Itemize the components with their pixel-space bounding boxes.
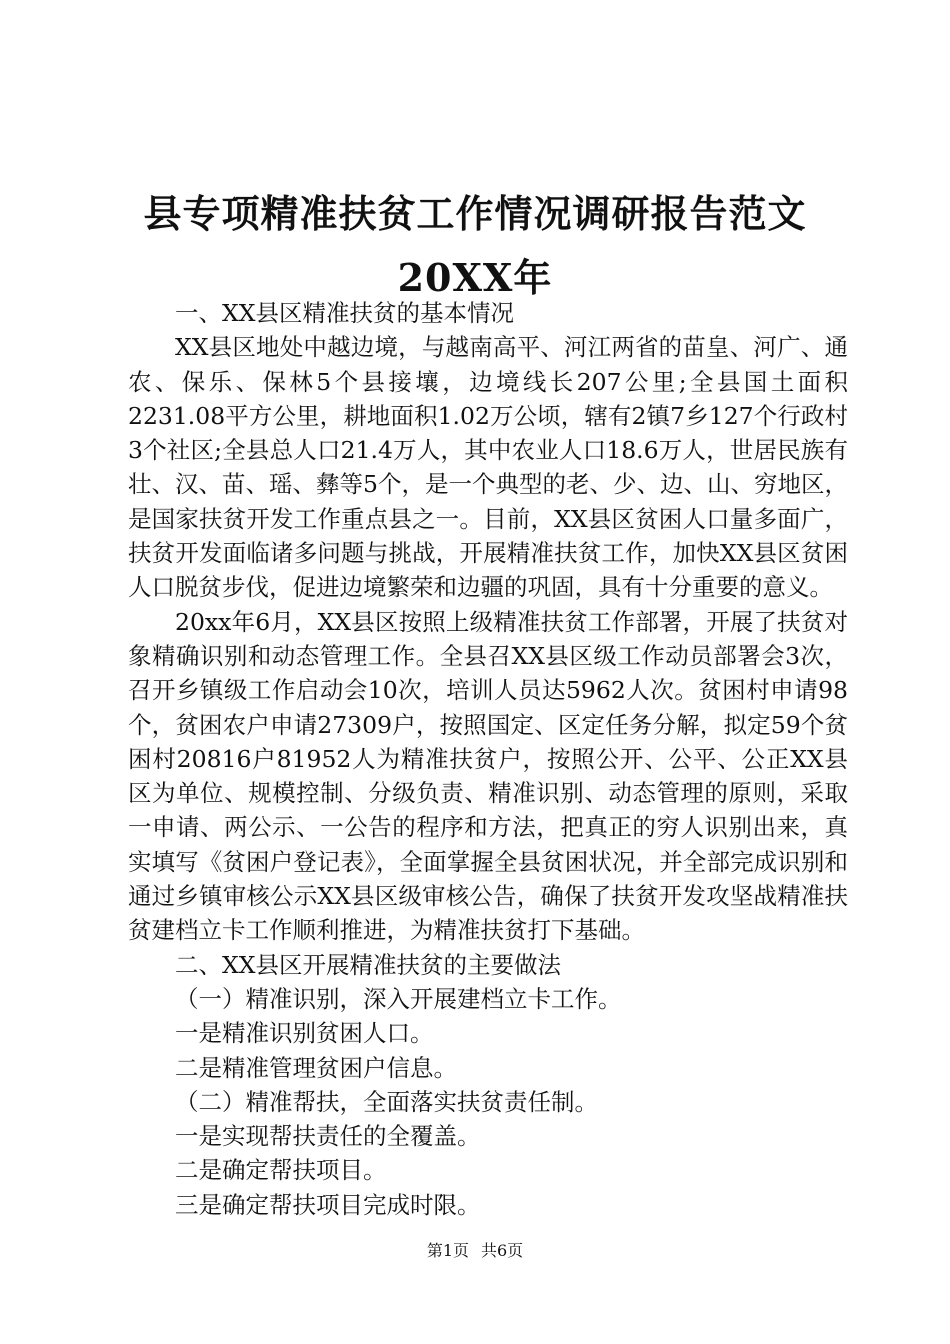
paragraph-overview: XX县区地处中越边境，与越南高平、河江两省的苗皇、河广、通农、保乐、保林5个县接壤，边境线长207公里;全县国土面积2231.08平方公里，耕地面积1.02万公顷，辖有2镇7乡127个行政村3个社区;全县总人口21.4万人，其中农业人口18.6万人，世居民族有壮、汉、苗、瑶、彝等5个，是一个典型的老、少、边、山、穷地区，是国家扶贫开发工作重点县之一。目前，XX县区贫困人口量多面广，扶贫开发面临诸多问题与挑战，开展精准扶贫工作，加快XX县区贫困人口脱贫步伐，促进边境繁荣和边疆的巩固，具有十分重要的意义。	[128, 333, 848, 602]
list-item: 二是精准管理贫困户信息。	[175, 1053, 457, 1082]
page-footer	[0, 1240, 950, 1262]
document-body	[128, 296, 848, 1222]
list-item: 一是实现帮扶责任的全覆盖。	[175, 1122, 481, 1151]
list-item: 三是确定帮扶项目完成时限。	[175, 1190, 481, 1219]
document-title: 县专项精准扶贫工作情况调研报告范文20XX年	[143, 191, 807, 300]
list-item: 一是精准识别贫困人口。	[175, 1019, 434, 1048]
list-item: 二是确定帮扶项目。	[175, 1156, 387, 1185]
section-heading-2: 二、XX县区开展精准扶贫的主要做法	[175, 950, 561, 979]
page-number: 第1页	[426, 1241, 469, 1260]
page-count: 共6页	[481, 1241, 524, 1260]
paragraph-identification: 20xx年6月，XX县区按照上级精准扶贫工作部署，开展了扶贫对象精确识别和动态管理工作。全县召XX县区级工作动员部署会3次，召开乡镇级工作启动会10次，培训人员达5962人次。贫困村申请98个，贫困农户申请27309户，按照国定、区定任务分解，拟定59个贫困村20816户81952人为精准扶贫户，按照公开、公平、公正XX县区为单位、规模控制、分级负责、精准识别、动态管理的原则，采取一申请、两公示、一公告的程序和方法，把真正的穷人识别出来，真实填写《贫困户登记表》，全面掌握全县贫困状况，并全部完成识别和通过乡镇审核公示XX县区级审核公告，确保了扶贫开发攻坚战精准扶贫建档立卡工作顺利推进，为精准扶贫打下基础。	[128, 607, 848, 945]
subheading-1: （一）精准识别，深入开展建档立卡工作。	[175, 984, 622, 1013]
subheading-2: （二）精准帮扶，全面落实扶贫责任制。	[175, 1087, 598, 1116]
section-heading-1: 一、XX县区精准扶贫的基本情况	[175, 299, 514, 327]
